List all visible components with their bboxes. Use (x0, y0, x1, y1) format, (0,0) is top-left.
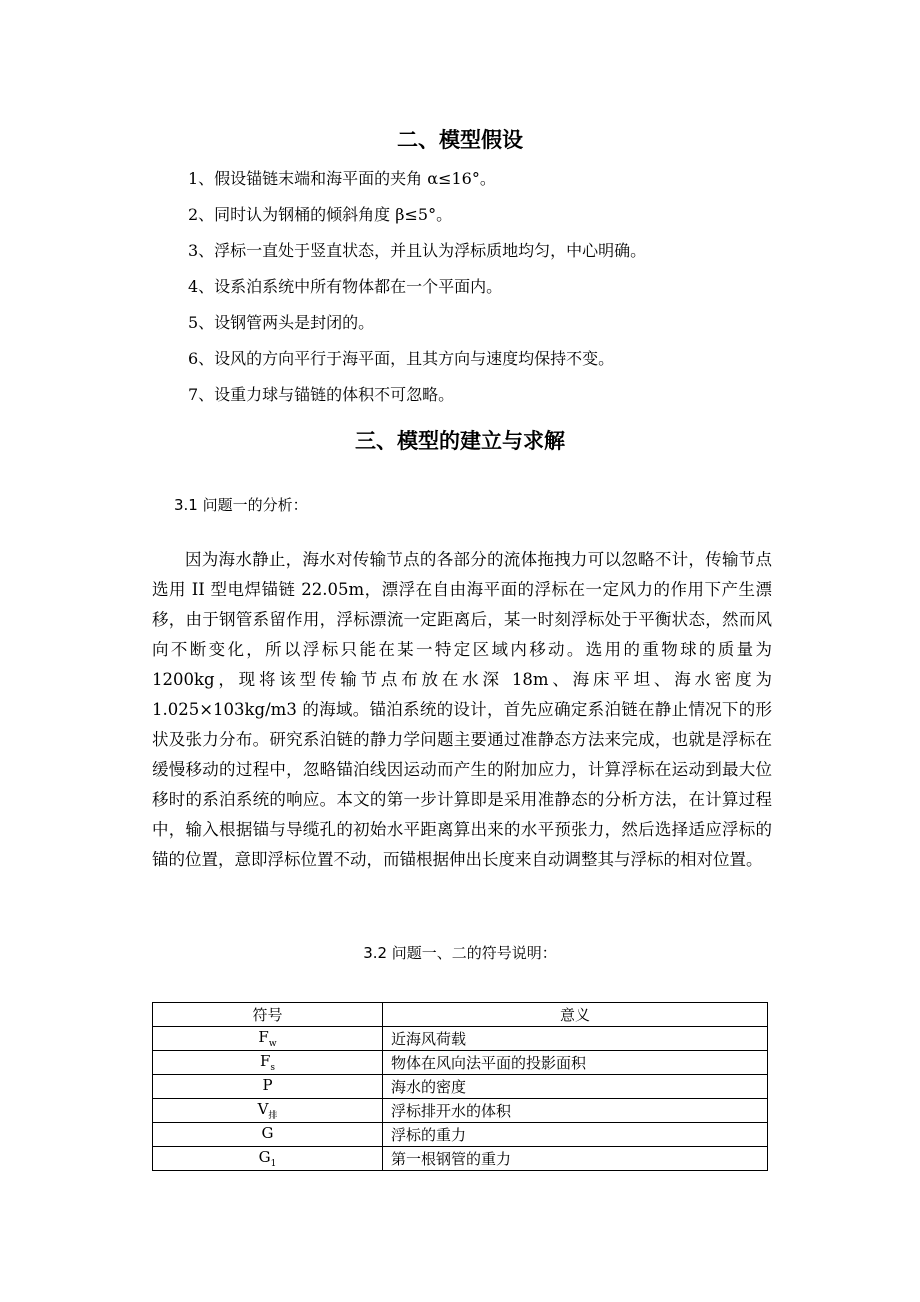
table-row (153, 1027, 768, 1051)
meaning-cell: 浮标排开水的体积 (383, 1099, 768, 1123)
header-symbol: 符号 (153, 1003, 383, 1027)
symbol-cell: $V_排$ (153, 1099, 383, 1123)
section-heading-model: 三、模型的建立与求解 (355, 429, 565, 453)
table-row (153, 1051, 768, 1075)
table-row (153, 1147, 768, 1171)
assumption-item: 7、设重力球与锚链的体积不可忽略。 (188, 385, 455, 404)
subsection-heading-3-1: 3.1 问题一的分析： (174, 496, 308, 514)
table-row (153, 1123, 768, 1147)
symbol-cell: $G_1$ (153, 1147, 383, 1171)
meaning-cell: 浮标的重力 (383, 1123, 768, 1147)
symbol-cell: $F_w$ (153, 1027, 383, 1051)
analysis-paragraph: 因为海水静止，海水对传输节点的各部分的流体拖拽力可以忽略不计，传输节点选用 II 型电焊锚链 22.05m，漂浮在自由海平面的浮标在一定风力的作用下产生漂移，由于钢管系留作用，浮标漂流一定距离后，某一时刻浮标处于平衡状态，然而风向不断变化，所以浮标只能在某一特定区域内移动。选用的重物球的质量为 1200kg，现将该型传输节点布放在水深 18m、海床平坦、海水密度为 1.025×103kg/m3 的海域。锚泊系统的设计，首先应确定系泊链在静止情况下的形状及张力分布。研究系泊链的静力学问题主要通过准静态方法来完成，也就是浮标在缓慢移动的过程中，忽略锚泊线因运动而产生的附加应力，计算浮标在运动到最大位移时的系泊系统的响应。本文的第一步计算即是采用准静态的分析方法，在计算过程中，输入根据锚与导缆孔的初始水平距离算出来的水平预张力，然后选择适应浮标的锚的位置，意即浮标位置不动，而锚根据伸出长度来自动调整其与浮标的相对位置。 (152, 550, 772, 869)
symbol-table (152, 1002, 768, 1171)
symbol-cell: $F_s$ (153, 1051, 383, 1075)
header-meaning: 意义 (383, 1003, 768, 1027)
assumption-item: 4、设系泊系统中所有物体都在一个平面内。 (188, 277, 503, 296)
meaning-cell: 物体在风向法平面的投影面积 (383, 1051, 768, 1075)
meaning-cell: 近海风荷载 (383, 1027, 768, 1051)
assumption-item: 5、设钢管两头是封闭的。 (188, 313, 375, 332)
assumption-list (188, 166, 646, 418)
assumption-item: 3、浮标一直处于竖直状态，并且认为浮标质地均匀，中心明确。 (188, 241, 647, 260)
assumption-item: 1、假设锚链末端和海平面的夹角 α≤16°。 (188, 169, 496, 188)
subsection-heading-3-2: 3.2 问题一、二的符号说明： (363, 944, 557, 962)
section-heading-assumptions: 二、模型假设 (397, 128, 523, 152)
assumption-item: 6、设风的方向平行于海平面，且其方向与速度均保持不变。 (188, 349, 615, 368)
assumption-item: 2、同时认为钢桶的倾斜角度 β≤5°。 (188, 205, 453, 224)
symbol-cell: P (153, 1075, 383, 1099)
symbol-cell: G (153, 1123, 383, 1147)
table-row (153, 1099, 768, 1123)
meaning-cell: 第一根钢管的重力 (383, 1147, 768, 1171)
table-row (153, 1075, 768, 1099)
meaning-cell: 海水的密度 (383, 1075, 768, 1099)
table-header-row (153, 1003, 768, 1027)
